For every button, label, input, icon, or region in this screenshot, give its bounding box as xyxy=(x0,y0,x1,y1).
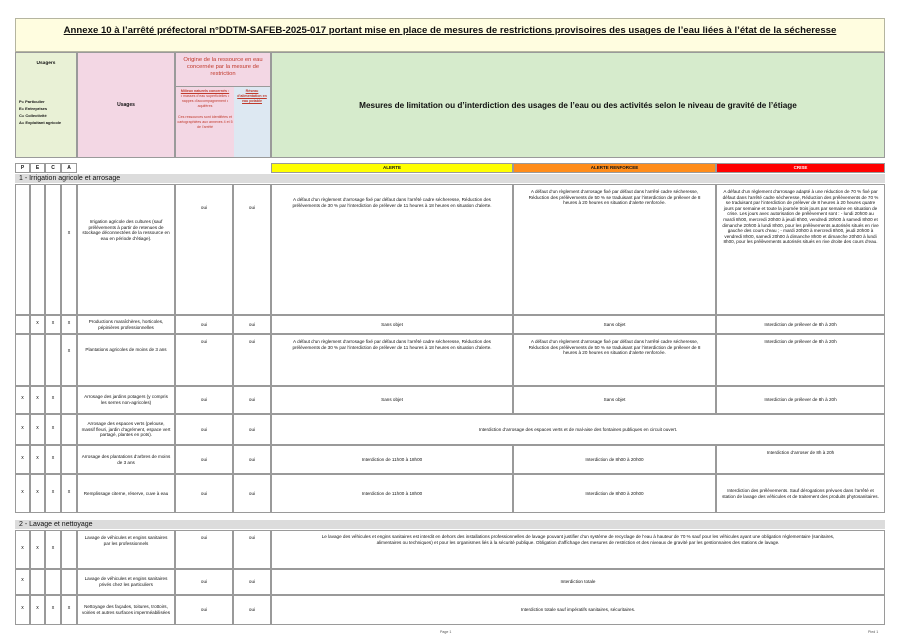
mark-a: x xyxy=(61,315,77,334)
mark-p xyxy=(15,184,30,315)
level-alerte: ALERTE xyxy=(271,163,513,173)
renforcee-measure: Sans objet xyxy=(513,386,716,414)
col-c: C xyxy=(45,163,61,173)
usage-label: Lavage de véhicules et engins sanitaires privés chez les particuliers xyxy=(77,569,175,595)
origine-milieux-note: Ces ressources sont identifiées et cartographiées aux annexes 4 et 5 de l’arrêté xyxy=(177,115,233,129)
mark-a xyxy=(61,386,77,414)
origine-milieux-title: Milieux naturels concernés : xyxy=(180,89,230,93)
section-lavage: 2 - Lavage et nettoyage xyxy=(15,520,885,529)
mark-p xyxy=(15,315,30,334)
naturel-value: oui xyxy=(175,445,233,474)
mark-e: x xyxy=(30,315,45,334)
table-row xyxy=(15,569,885,595)
mark-p: x xyxy=(15,445,30,474)
crise-measure: Interdiction des prélèvements. Sauf dérogations prévues dans l’arrêté et station de lavage des véhicules et de traitement des produits phytosanitaires. xyxy=(716,474,885,513)
aep-value: oui xyxy=(233,445,271,474)
mark-a: x xyxy=(61,334,77,386)
mark-p xyxy=(15,334,30,386)
mark-a xyxy=(61,530,77,569)
mark-c: x xyxy=(45,530,61,569)
mark-p: x xyxy=(15,414,30,445)
naturel-value: oui xyxy=(175,184,233,315)
mesures-title: Mesures de limitation ou d’interdiction des usages de l’eau ou des activités selon le niveau de gravité de l’étiage xyxy=(359,100,797,110)
mark-a xyxy=(61,414,77,445)
alerte-measure: A défaut d’un règlement d’arrosage fixé par défaut dans l’arrêté cadre sécheresse, Réduction des prélèvements de 30 % par l’interdiction de prélever de 11 heures à 18 heures en situation d’alerte. xyxy=(271,184,513,315)
usage-label: Arrosage des plantations d’arbres de moins de 3 ans xyxy=(77,445,175,474)
levels-row xyxy=(15,163,885,173)
table-row xyxy=(15,386,885,414)
mark-p: x xyxy=(15,386,30,414)
naturel-value: oui xyxy=(175,386,233,414)
renforcee-measure: A défaut d’un règlement d’arrosage fixé par défaut dans l’arrêté cadre sécheresse, Réduction des prélèvements de 50 % se traduisant par l’interdiction de prélever de 8 heures à 20 heures en situation d’alerte renforcée. xyxy=(513,184,716,315)
alerte-measure: Interdiction de 11h00 à 18h00 xyxy=(271,445,513,474)
mark-e: x xyxy=(30,414,45,445)
mark-e xyxy=(30,184,45,315)
aep-value: oui xyxy=(233,569,271,595)
naturel-value: oui xyxy=(175,334,233,386)
table-row xyxy=(15,474,885,513)
table-row xyxy=(15,445,885,474)
mark-a: x xyxy=(61,184,77,315)
usage-label: Arrosage des jardins potagers (y compris les serres non-agricoles) xyxy=(77,386,175,414)
mark-c: x xyxy=(45,595,61,625)
document-title-box xyxy=(15,18,885,52)
alerte-measure: Interdiction de 11h00 à 18h00 xyxy=(271,474,513,513)
mesures-header xyxy=(271,52,885,158)
mark-p: x xyxy=(15,595,30,625)
aep-value: oui xyxy=(233,184,271,315)
mark-e xyxy=(30,334,45,386)
mark-c xyxy=(45,569,61,595)
legend-c: C= Collectivité xyxy=(19,113,47,118)
mark-a xyxy=(61,445,77,474)
usages-header xyxy=(77,52,175,158)
legend-a: A= Exploitant agricole xyxy=(19,120,62,125)
col-a: A xyxy=(61,163,77,173)
level-crise: CRISE xyxy=(716,163,885,173)
alerte-measure: Sans objet xyxy=(271,315,513,334)
col-p: P xyxy=(15,163,30,173)
merged-measure: Interdiction totale sauf impératifs sanitaires, sécuritaires. xyxy=(271,595,885,625)
aep-value: oui xyxy=(233,530,271,569)
mark-c: x xyxy=(45,386,61,414)
crise-measure: Interdiction de prélever de 8h à 20h xyxy=(716,386,885,414)
legend-e: E= Entreprises xyxy=(19,106,48,111)
table-row xyxy=(15,315,885,334)
section-irrigation: 1 - Irrigation agricole et arrosage xyxy=(15,174,885,183)
origine-milieux-text: • masses d’eau superficielles • nappes d’accompagnement • aquifères xyxy=(180,94,230,108)
origine-aep-title: Réseau d’alimentation en eau potable xyxy=(237,89,267,103)
mark-e: x xyxy=(30,445,45,474)
merged-measure: Le lavage des véhicules et engins sanitaires est interdit en dehors des installations professionnelles de lavage pouvant justifier d’un système de recyclage de l’eau à hauteur de 70 % sauf pour les véhicules ayant une obligation réglementaire (sanitaires, alimentaires ou techniques) et pour les organismes liés à la sécurité publique. Obligation d’affichage des mesures de restriction et des niveaux de gravité par les gestionnaires des stations de lavage. xyxy=(271,530,885,569)
naturel-value: oui xyxy=(175,595,233,625)
aep-value: oui xyxy=(233,315,271,334)
mark-c: x xyxy=(45,315,61,334)
naturel-value: oui xyxy=(175,474,233,513)
crise-measure: Interdiction d’arroser de 8h à 20h xyxy=(716,445,885,474)
usage-label: Irrigation agricole des cultures (sauf prélèvements à partir de retenues de stockage déconnectées de la ressource en eau en période d’étiage). xyxy=(77,184,175,315)
table-row xyxy=(15,414,885,445)
origine-title: Origine de la ressource en eau concernée par la mesure de restriction xyxy=(183,57,263,77)
renforcee-measure: Interdiction de 8h00 à 20h00 xyxy=(513,445,716,474)
renforcee-measure: Sans objet xyxy=(513,315,716,334)
usagers-title: Usagers xyxy=(36,61,56,66)
usagers-header xyxy=(15,52,77,158)
mark-e: x xyxy=(30,386,45,414)
aep-value: oui xyxy=(233,334,271,386)
level-alerte-renforcee: ALERTE RENFORCEE xyxy=(513,163,716,173)
usage-label: Remplissage citerne, réserve, cuve à eau xyxy=(77,474,175,513)
origine-milieux-col xyxy=(176,86,235,157)
mark-a: x xyxy=(61,474,77,513)
table-row xyxy=(15,595,885,625)
usage-label: Arrosage des espaces verts (pelouse, massif fleuri, jardin d’agrément, espace vert partagé, plantes en pots). xyxy=(77,414,175,445)
naturel-value: oui xyxy=(175,414,233,445)
mark-c: x xyxy=(45,414,61,445)
mark-e: x xyxy=(30,530,45,569)
mark-p: x xyxy=(15,474,30,513)
crise-measure: A défaut d’un règlement d’arrosage adapté à une réduction de 70 % fixé par défaut dans l’arrêté cadre sécheresse, Réduction des prélèvements de 70 % se traduisant par l’interdiction de prélever de 8 heures à 20 heures quatre jours par semaine et toute la journée trois jours par semaine en situation de crise. Les jours avec autorisation de prélèvement sont : - lundi 20h00 au mardi 8h00, mercredi 20h00 à jeudi 8h00, vendredi 20h00 à samedi 8h00 et dimanche 20h00 à lundi 8h00, pour les prélèvements autorisés situés en rive gauche des cours d’eau ; - mardi 20h00 à mercredi 8h00, jeudi 20h00 à vendredi 8h00, samedi 20h00 à dimanche 8h00 et dimanche 20h00 à lundi 8h00, pour les prélèvements autorisés situés en rive droite des cours d’eau. xyxy=(716,184,885,315)
origine-aep-col xyxy=(234,86,270,157)
document-title: Annexe 10 à l’arrêté préfectoral n°DDTM-SAFEB-2025-017 portant mise en place de mesures de restrictions provisoires des usages de l’eau liées à l’état de la sécheresse xyxy=(63,25,837,36)
table-row xyxy=(15,334,885,386)
usage-label: Nettoyage des façades, toitures, trottoirs, voiries et autres surfaces imperméabilisées xyxy=(77,595,175,625)
aep-value: oui xyxy=(233,386,271,414)
crise-measure: Interdiction de prélever de 8h à 20h xyxy=(716,315,885,334)
mark-e: x xyxy=(30,474,45,513)
renforcee-measure: A défaut d’un règlement d’arrosage fixé par défaut dans l’arrêté cadre sécheresse, Réduction des prélèvements de 50 % se traduisant par l’interdiction de prélever de 8 heures à 20 heures en situation d’alerte renforcée. xyxy=(513,334,716,386)
aep-value: oui xyxy=(233,595,271,625)
mark-p: x xyxy=(15,569,30,595)
origine-header xyxy=(175,52,271,158)
usagers-legend xyxy=(19,98,61,126)
mark-a: x xyxy=(61,595,77,625)
alerte-measure: A défaut d’un règlement d’arrosage fixé par défaut dans l’arrêté cadre sécheresse, Réduction des prélèvements de 30 % par l’interdiction de prélever de 11 heures à 18 heures en situation d’alerte. xyxy=(271,334,513,386)
usage-label: Plantations agricoles de moins de 3 ans xyxy=(77,334,175,386)
mark-c xyxy=(45,184,61,315)
usages-title: Usages xyxy=(117,102,135,108)
naturel-value: oui xyxy=(175,569,233,595)
mark-c: x xyxy=(45,445,61,474)
mark-e xyxy=(30,569,45,595)
naturel-value: oui xyxy=(175,530,233,569)
legend-p: P= Particulier xyxy=(19,99,45,104)
merged-measure: Interdiction totale xyxy=(271,569,885,595)
page-footer-right: Pied 1 xyxy=(868,630,879,634)
page-footer: Page 1 xyxy=(440,630,452,634)
naturel-value: oui xyxy=(175,315,233,334)
renforcee-measure: Interdiction de 8h00 à 20h00 xyxy=(513,474,716,513)
merged-measure: Interdiction d’arrosage des espaces verts et de mal-aise des fontaines publiques en circuit ouvert. xyxy=(271,414,885,445)
crise-measure: Interdiction de prélever de 8h à 20h xyxy=(716,334,885,386)
aep-value: oui xyxy=(233,414,271,445)
table-row xyxy=(15,530,885,569)
table-row xyxy=(15,184,885,315)
alerte-measure: Sans objet xyxy=(271,386,513,414)
mark-p: x xyxy=(15,530,30,569)
col-e: E xyxy=(30,163,45,173)
mark-c: x xyxy=(45,474,61,513)
mark-e: x xyxy=(30,595,45,625)
aep-value: oui xyxy=(233,474,271,513)
usage-label: Lavage de véhicules et engins sanitaires par les professionnels xyxy=(77,530,175,569)
usage-label: Productions maraîchères, horticoles, pépinières professionnelles xyxy=(77,315,175,334)
mark-c xyxy=(45,334,61,386)
mark-a xyxy=(61,569,77,595)
